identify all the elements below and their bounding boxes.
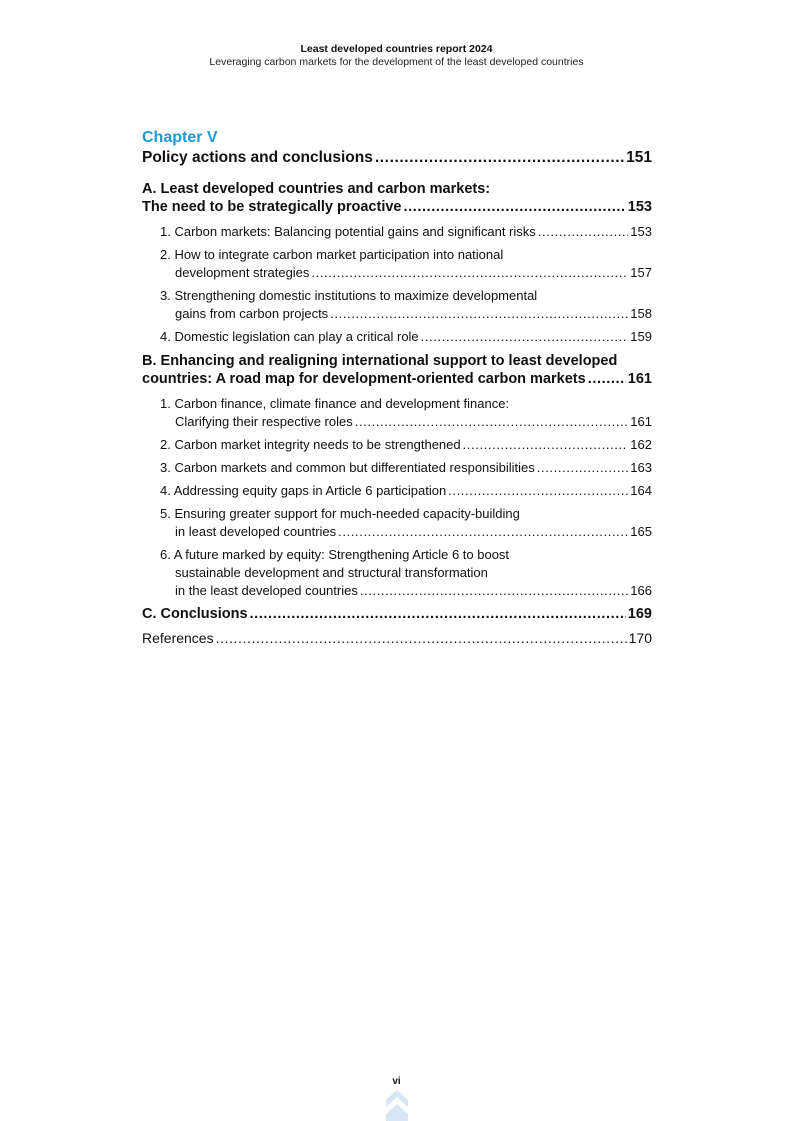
- leader-dots: [338, 523, 628, 541]
- report-title: Least developed countries report 2024: [300, 43, 493, 55]
- page-number: vi: [392, 1076, 401, 1087]
- toc-item-title-cont: in the least developed countries: [175, 583, 358, 598]
- toc-item-title: 5. Ensuring greater support for much-needed capacity-building: [160, 506, 520, 521]
- toc-item[interactable]: [160, 546, 652, 600]
- toc-item-title: 1. Carbon finance, climate finance and development finance:: [160, 396, 510, 411]
- leader-dots: [538, 223, 629, 241]
- toc-item[interactable]: [160, 246, 652, 282]
- section-b-title-line2: countries: A road map for development-oriented carbon markets: [142, 371, 586, 387]
- leader-dots: [537, 459, 629, 477]
- section-a-title-line2: The need to be strategically proactive: [142, 199, 402, 215]
- references-title: References: [142, 630, 214, 646]
- section-b-entry[interactable]: [142, 352, 652, 388]
- toc-item[interactable]: [160, 223, 652, 241]
- toc-item-page: 159: [630, 329, 652, 344]
- toc-item-page: 161: [630, 414, 652, 429]
- toc-item-title: 4. Domestic legislation can play a critical role: [160, 329, 419, 344]
- toc-item[interactable]: [160, 328, 652, 346]
- section-a-items: [142, 223, 652, 346]
- toc-item-title: 2. Carbon market integrity needs to be strengthened: [160, 437, 461, 452]
- table-of-contents: [142, 128, 652, 647]
- section-c-page: 169: [627, 606, 652, 622]
- leader-dots: [330, 305, 628, 323]
- toc-item-title-cont: gains from carbon projects: [175, 306, 329, 321]
- toc-item[interactable]: [160, 436, 652, 454]
- toc-item-page: 165: [630, 524, 652, 539]
- leader-dots: [421, 328, 629, 346]
- leader-dots: [355, 413, 629, 431]
- chapter-label: Chapter V: [142, 129, 218, 146]
- toc-item[interactable]: [160, 505, 652, 541]
- chapter-page: 151: [626, 149, 652, 166]
- leader-dots: [216, 629, 627, 647]
- toc-item-title-cont: development strategies: [175, 265, 310, 280]
- leader-dots: [250, 605, 626, 623]
- toc-item-page: 158: [630, 306, 652, 321]
- references-page: 170: [628, 630, 652, 646]
- leader-dots: [463, 436, 629, 454]
- section-c-title: C. Conclusions: [142, 606, 248, 622]
- leader-dots: [375, 148, 624, 168]
- section-a-entry[interactable]: [142, 180, 652, 216]
- leader-dots: [403, 198, 625, 216]
- toc-item-title: 1. Carbon markets: Balancing potential gains and significant risks: [160, 224, 536, 239]
- leader-dots: [360, 582, 628, 600]
- section-b-title-line1: B. Enhancing and realigning international support to least developed: [142, 353, 618, 369]
- section-a-page: 153: [627, 199, 652, 215]
- toc-item-page: 153: [630, 224, 652, 239]
- leader-dots: [588, 370, 626, 388]
- running-header: [0, 43, 793, 69]
- toc-item[interactable]: [160, 395, 652, 431]
- leader-dots: [448, 482, 628, 500]
- leader-dots: [311, 264, 628, 282]
- toc-item[interactable]: [160, 287, 652, 323]
- toc-item[interactable]: [160, 459, 652, 477]
- section-b-page: 161: [627, 371, 652, 387]
- chapter-entry[interactable]: [142, 148, 652, 168]
- toc-item-title: 3. Strengthening domestic institutions to maximize developmental: [160, 288, 538, 303]
- report-subtitle: Leveraging carbon markets for the development of the least developed countries: [209, 56, 584, 68]
- section-a-title-line1: A. Least developed countries and carbon markets:: [142, 181, 491, 197]
- toc-item-title: 4. Addressing equity gaps in Article 6 participation: [160, 483, 447, 498]
- toc-item-page: 164: [630, 483, 652, 498]
- section-b-items: [142, 395, 652, 600]
- references-entry[interactable]: [142, 629, 652, 647]
- toc-item-title-cont: sustainable development and structural transformation: [175, 565, 488, 580]
- toc-item-title-cont: in least developed countries: [175, 524, 337, 539]
- toc-item-title-cont: Clarifying their respective roles: [175, 414, 353, 429]
- toc-item-page: 162: [630, 437, 652, 452]
- toc-item-page: 163: [630, 460, 652, 475]
- toc-item-page: 157: [630, 265, 652, 280]
- chapter-title: Policy actions and conclusions: [142, 149, 373, 166]
- double-chevron-up-icon: [386, 1090, 408, 1121]
- toc-item-title: 2. How to integrate carbon market participation into national: [160, 247, 504, 262]
- toc-item-title: 6. A future marked by equity: Strengthening Article 6 to boost: [160, 547, 510, 562]
- section-c-entry[interactable]: [142, 605, 652, 623]
- toc-item-title: 3. Carbon markets and common but differentiated responsibilities: [160, 460, 535, 475]
- toc-item[interactable]: [160, 482, 652, 500]
- toc-item-page: 166: [630, 583, 652, 598]
